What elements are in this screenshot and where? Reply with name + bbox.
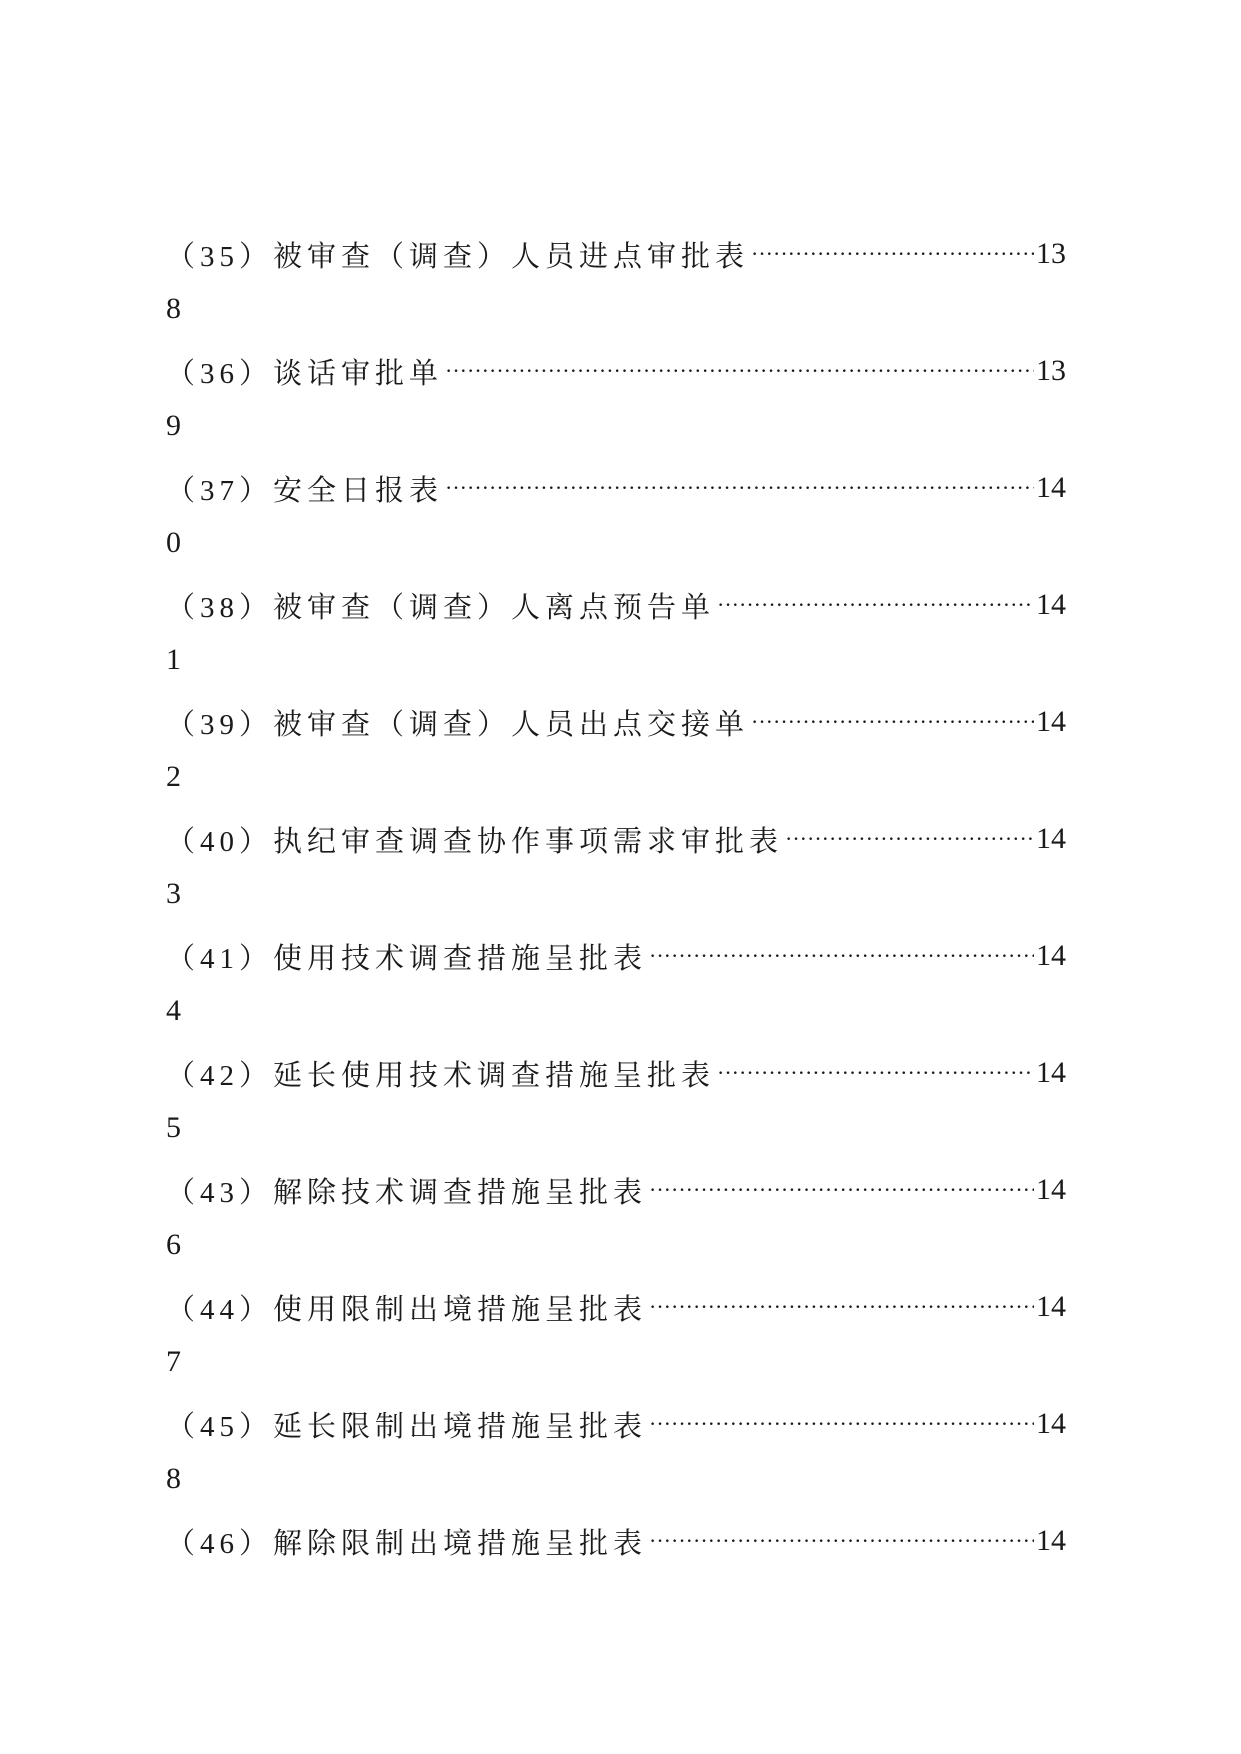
toc-entry-number: （41） — [166, 942, 274, 975]
toc-dot-leader — [649, 1177, 1034, 1203]
toc-entry-title: 使用技术调查措施呈批表 — [273, 942, 648, 975]
toc-page-number: 13 — [1036, 237, 1066, 270]
toc-entry[interactable] — [166, 575, 1066, 692]
toc-page-number-wrap: 6 — [166, 1228, 181, 1261]
toc-entry-title: 被审查（调查）人员进点审批表 — [273, 240, 750, 273]
toc-entry-title: 使用限制出境措施呈批表 — [273, 1293, 648, 1326]
toc-entry-number: （43） — [166, 1176, 274, 1209]
toc-entry[interactable] — [166, 458, 1066, 575]
toc-page-number-wrap: 2 — [166, 760, 181, 793]
toc-dot-leader — [751, 241, 1034, 267]
toc-page-number: 14 — [1036, 822, 1066, 855]
toc-entry-title: 执纪审查调查协作事项需求审批表 — [273, 825, 784, 858]
toc-page-number-wrap: 5 — [166, 1111, 181, 1144]
toc-dot-leader — [751, 709, 1034, 735]
toc-entry-line — [166, 926, 1066, 986]
toc-entry-number: （39） — [166, 708, 274, 741]
toc-entry-line — [166, 1160, 1066, 1220]
toc-entry-title: 延长限制出境措施呈批表 — [273, 1410, 648, 1443]
toc-entry-line — [166, 1511, 1066, 1571]
toc-page-number: 14 — [1036, 939, 1066, 972]
toc-page-number-wrap: 3 — [166, 877, 181, 910]
toc-page-number-wrap: 1 — [166, 643, 181, 676]
toc-page-number: 14 — [1036, 471, 1066, 504]
toc-entry-line — [166, 458, 1066, 518]
toc-entry-number: （36） — [166, 357, 274, 390]
toc-entry-number: （45） — [166, 1410, 274, 1443]
toc-entry-title: 解除技术调查措施呈批表 — [273, 1176, 648, 1209]
toc-dot-leader — [649, 1411, 1034, 1437]
toc-entry[interactable] — [166, 1277, 1066, 1394]
toc-page-number-wrap: 7 — [166, 1345, 181, 1378]
toc-entry[interactable] — [166, 341, 1066, 458]
toc-page-number-wrap: 8 — [166, 292, 181, 325]
toc-entry-line — [166, 575, 1066, 635]
toc-dot-leader — [649, 1294, 1034, 1320]
toc-entry-title: 安全日报表 — [273, 474, 444, 507]
toc-entry-line — [166, 1394, 1066, 1454]
toc-entry[interactable] — [166, 1043, 1066, 1160]
toc-entry-line — [166, 1277, 1066, 1337]
toc-entry-title: 谈话审批单 — [273, 357, 444, 390]
toc-entry-title: 解除限制出境措施呈批表 — [273, 1527, 648, 1560]
toc-entry[interactable] — [166, 224, 1066, 341]
toc-page-number-wrap: 4 — [166, 994, 181, 1027]
toc-entry[interactable] — [166, 1394, 1066, 1511]
toc-entry[interactable] — [166, 1160, 1066, 1277]
toc-entry-number: （35） — [166, 240, 274, 273]
toc-entry[interactable] — [166, 926, 1066, 1043]
toc-dot-leader — [445, 358, 1034, 384]
toc-page-number: 13 — [1036, 354, 1066, 387]
toc-page-number: 14 — [1036, 1290, 1066, 1323]
toc-page-number: 14 — [1036, 1407, 1066, 1440]
toc-entry-line — [166, 341, 1066, 401]
toc-dot-leader — [649, 943, 1034, 969]
toc-page-number-wrap: 0 — [166, 526, 181, 559]
toc-entry-line — [166, 1043, 1066, 1103]
toc-entry-line — [166, 809, 1066, 869]
toc-page-number-wrap: 8 — [166, 1462, 181, 1495]
toc-entry-number: （42） — [166, 1059, 274, 1092]
toc-dot-leader — [717, 1060, 1034, 1086]
toc-page-number: 14 — [1036, 705, 1066, 738]
toc-page-number: 14 — [1036, 588, 1066, 621]
toc-page-number: 14 — [1036, 1056, 1066, 1089]
table-of-contents — [166, 224, 1066, 1628]
toc-entry-number: （40） — [166, 825, 274, 858]
toc-entry[interactable] — [166, 1511, 1066, 1628]
toc-entry-title: 被审查（调查）人员出点交接单 — [273, 708, 750, 741]
toc-page-number-wrap: 9 — [166, 409, 181, 442]
toc-entry-number: （37） — [166, 474, 274, 507]
toc-entry[interactable] — [166, 809, 1066, 926]
toc-dot-leader — [445, 475, 1034, 501]
toc-entry-line — [166, 224, 1066, 284]
toc-entry-title: 被审查（调查）人离点预告单 — [273, 591, 716, 624]
toc-entry-line — [166, 692, 1066, 752]
toc-dot-leader — [649, 1528, 1034, 1554]
toc-entry-number: （38） — [166, 591, 274, 624]
toc-entry[interactable] — [166, 692, 1066, 809]
toc-dot-leader — [785, 826, 1034, 852]
toc-entry-number: （46） — [166, 1527, 274, 1560]
toc-entry-number: （44） — [166, 1293, 274, 1326]
toc-dot-leader — [717, 592, 1034, 618]
toc-page-number: 14 — [1036, 1173, 1066, 1206]
toc-page-number: 14 — [1036, 1524, 1066, 1557]
toc-entry-title: 延长使用技术调查措施呈批表 — [273, 1059, 716, 1092]
